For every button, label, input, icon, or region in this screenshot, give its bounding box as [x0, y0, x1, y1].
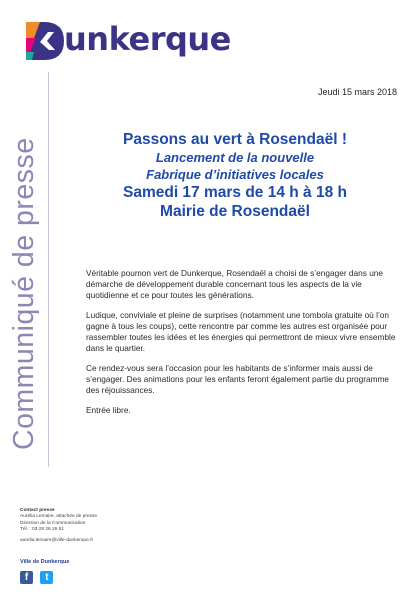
- headline: [70, 130, 400, 221]
- headline-title: Passons au vert à Rosendaël !: [123, 131, 347, 148]
- logo-wordmark: unkerque: [64, 20, 231, 58]
- headline-where: Mairie de Rosendaël: [160, 203, 310, 220]
- dunkerque-logo: [22, 18, 232, 68]
- sidebar-label: Communiqué de presse: [8, 137, 40, 450]
- headline-subtitle-2: Fabrique d’initiatives locales: [146, 167, 324, 182]
- dunkerque-logo-mark-icon: [22, 18, 66, 64]
- paragraph: Entrée libre.: [86, 405, 131, 415]
- divider: [48, 72, 49, 467]
- paragraph: Ce rendez-vous sera l’occasion pour les habitants de s’informer mais aussi de s’engager. Des animations pour les enfants feront également partie du programme des réjouissances.: [86, 363, 390, 395]
- paragraph: Véritable poumon vert de Dunkerque, Rosendaël a choisi de s’engager dans une démarche de développement durable concernant tous les aspects de la vie quotidienne et ce pour toutes les générations.: [86, 268, 384, 300]
- social-links: [20, 567, 56, 585]
- contact-department: Direction de la Communication: [20, 520, 86, 526]
- contact-heading: Contact presse: [20, 508, 55, 513]
- facebook-icon[interactable]: f: [20, 571, 33, 584]
- body-text: [86, 268, 404, 425]
- contact-name: Aurélia Lemaire, attachée de presse: [20, 514, 98, 520]
- paragraph: Ludique, conviviale et pleine de surprises (notamment une tombola gratuite où l’on gagne à tous les coups), cette rencontre par comme les autres est organisée pour rassembler toutes les idées et les énergies qui permettront de mieux vivre ensemble dans le quartier.: [86, 310, 396, 353]
- release-date: Jeudi 15 mars 2018: [317, 87, 397, 97]
- headline-subtitle-1: Lancement de la nouvelle: [155, 150, 315, 165]
- contact-email[interactable]: aurelia.lemaire@ville-dunkerque.fr: [20, 538, 94, 544]
- headline-when: Samedi 17 mars de 14 h à 18 h: [122, 184, 347, 201]
- press-contact: [20, 508, 97, 544]
- contact-phone: Tél. : 03 28 26 26 51: [20, 526, 65, 532]
- ville-label: Ville de Dunkerque: [20, 559, 70, 565]
- twitter-icon[interactable]: t: [40, 571, 53, 584]
